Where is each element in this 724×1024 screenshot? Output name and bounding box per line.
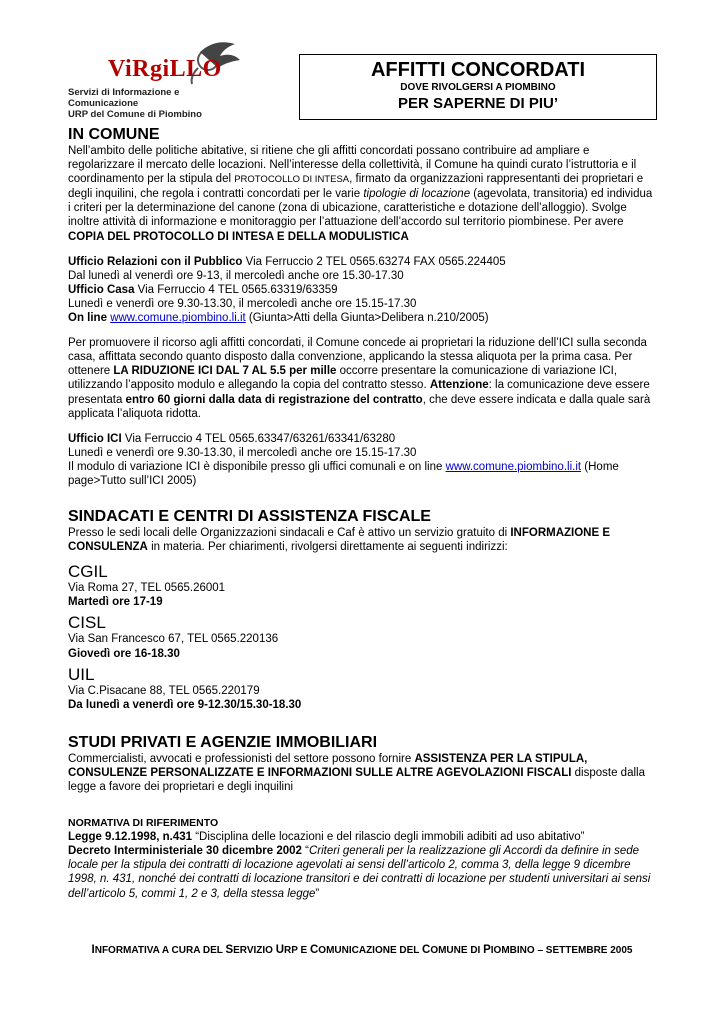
ici-website-link[interactable]: www.comune.piombino.li.it (445, 460, 582, 473)
text-run: RP E (284, 945, 310, 956)
casa-office-hours: Lunedì e venerdì ore 9.30-13.30, il mercoledì anche ore 15.15-17.30 (68, 297, 417, 310)
union-name: CISL (68, 613, 106, 633)
union-hours (68, 595, 658, 609)
ici-office-name: Ufficio ICI (68, 432, 122, 445)
union-hours-text: Giovedì ore 16-18.30 (68, 647, 180, 660)
text-run: ERVIZIO (233, 945, 276, 956)
text-run: IOMBINO – SETTEMBRE 2005 (490, 945, 633, 956)
text-run: C (309, 944, 319, 956)
document-page (68, 38, 658, 901)
protocollo-copy-emphasis: COPIA DEL PROTOCOLLO DI INTESA E DELLA MODULISTICA (68, 230, 409, 243)
text-run: , che deve essere indicata e dalla quale sarà applicata l’aliquota ridotta. (68, 393, 651, 420)
virgilio-logo (68, 38, 248, 118)
online-line (68, 311, 658, 325)
footer-credit (0, 944, 724, 956)
deadline-emphasis: entro 60 giorni dalla data di registrazione del contratto (125, 393, 423, 406)
document-subtitle: DOVE RIVOLGERSI A PIOMBINO (400, 82, 556, 93)
sindacati-intro (68, 526, 658, 554)
text-run: P (483, 944, 491, 956)
decreto-reference: Decreto Interministeriale 30 dicembre 2002 (68, 845, 302, 858)
text-run: Presso le sedi locali delle Organizzazioni sindacali e Caf è attivo un servizio gratuito di (68, 527, 511, 540)
consulenza-emphasis: INFORMAZIONE E CONSULENZA (68, 527, 611, 554)
assistenza-emphasis: ASSISTENZA PER LA STIPULA, CONSULENZE PERSONALIZZATE E INFORMAZIONI SULLE ALTRE AGEVOLAZIONI FISCALI (68, 752, 588, 779)
text-run: , firmato da organizzazioni rappresentanti dei proprietari e degli inquilini, che regola i contratti concordati per le varie (68, 173, 644, 201)
union-address: Via C.Pisacane 88, TEL 0565.220179 (68, 684, 260, 697)
comune-paragraph-2 (68, 336, 658, 421)
union-name: UIL (68, 664, 95, 684)
urp-office-line (68, 255, 658, 269)
logo-subtitle-line-1: Servizi di Informazione e Comunicazione (68, 87, 180, 109)
decreto-title: Criteri generali per la realizzazione gli Accordi da definire in sede locale per la stipula dei contratti di locazione agevolati ai sensi dell’articolo 2, comma 3, della legge 9 dicembre 1998, n. 431, nonché dei contratti di locazione transitori e dei contratti di locazione per studenti universitari ai sensi dell’articolo 5, commi 1, 2 e 3, della stessa legge (68, 845, 651, 900)
urp-office-address: Via Ferruccio 2 TEL 0565.63274 FAX 0565.224405 (242, 255, 506, 268)
ici-office-address: Via Ferruccio 4 TEL 0565.63347/63261/63341/63280 (121, 432, 396, 445)
legge-title: “Disciplina delle locazioni e del rilascio degli immobili adibiti ad uso abitativo” (192, 831, 585, 844)
ici-office-line (68, 432, 658, 446)
studi-paragraph (68, 752, 658, 794)
text-run: NFORMATIVA A CURA DEL (94, 945, 226, 956)
title-box (299, 54, 657, 120)
text-run: Commercialisti, avvocati e professionisti del settore possono fornire (68, 752, 415, 765)
section-heading-comune: IN COMUNE (68, 126, 160, 143)
comune-website-link[interactable]: www.comune.piombino.li.it (110, 312, 246, 325)
union-cgil (68, 562, 658, 609)
union-uil (68, 665, 658, 712)
online-label: On line (68, 312, 107, 325)
text-run: OMUNE DI (430, 945, 484, 956)
attention-label: Attenzione (429, 379, 489, 392)
quote-open: “ (301, 845, 309, 858)
legge-line (68, 830, 658, 844)
casa-office-line (68, 283, 658, 297)
union-hours (68, 647, 658, 661)
comune-paragraph-1 (68, 144, 658, 244)
urp-office-name: Ufficio Relazioni con il Pubblico (68, 255, 243, 268)
text-run: disposte dalla legge a favore dei proprietari e degli inquilini (68, 766, 645, 793)
union-cisl (68, 613, 658, 660)
decreto-line (68, 844, 658, 900)
text-run: C (422, 944, 431, 956)
text-run: Per promuovere il ricorso agli affitti concordati, il Comune concede ai proprietari la riduzione dell’ICI sulla seconda casa, affittata secondo quanto disposto dalla convenzione, applicando la stessa aliquota per la prima casa. Per ottenere (68, 337, 647, 378)
normativa-heading-text: NORMATIVA DI RIFERIMENTO (68, 817, 219, 830)
text-run: I (91, 944, 95, 956)
text-run: U (275, 944, 285, 956)
union-hours-text: Da lunedì a venerdì ore 9-12.30/15.30-18.30 (68, 698, 302, 711)
text-run: Nell’ambito delle politiche abitative, si ritiene che gli affitti concordati possano contribuire ad ampliare e regolarizzare il mercato delle locazioni. Nell’interesse della collettività, il Comune ha quindi curato l’istruttoria e il coordinamento per la stipula del (68, 145, 637, 186)
text-run: (Home page>Tutto sull’ICI 2005) (68, 460, 619, 487)
legge-reference: Legge 9.12.1998, n.431 (68, 831, 193, 844)
protocollo-term: PROTOCOLLO DI INTESA (234, 174, 350, 186)
text-run: : la comunicazione deve essere presentata (68, 379, 650, 406)
ici-module-line (68, 460, 658, 488)
page-header (68, 38, 658, 126)
logo-wordmark: ViRgiLLO (108, 56, 222, 82)
ici-office-hours: Lunedì e venerdì ore 9.30-13.30, il mercoledì anche ore 15.15-17.30 (68, 446, 417, 459)
text-run: (agevolata, transitoria) ed individua i criteri per la determinazione del canone (zona di ubicazione, caratteristiche e dotazione dell’alloggio). Svolge inoltre attività di informazione e monitoraggio per l’attuazione dell’accordo sul territorio piombinese. Per avere (68, 188, 653, 229)
normativa-heading (68, 816, 658, 830)
casa-office-name: Ufficio Casa (68, 283, 135, 296)
text-run: occorre presentare la comunicazione di variazione ICI, utilizzando l’apposito modulo e allegando la copia del contratto stesso. (68, 365, 618, 392)
logo-subtitle-line-2: URP del Comune di Piombino (68, 109, 202, 120)
union-address: Via San Francesco 67, TEL 0565.220136 (68, 633, 279, 646)
document-title: AFFITTI CONCORDATI (370, 59, 586, 81)
text-run: Il modulo di variazione ICI è disponibile presso gli uffici comunali e on line (68, 460, 446, 473)
text-run: S (225, 944, 234, 956)
text-run: OMUNICAZIONE DEL (318, 945, 423, 956)
logo-subtitle (68, 87, 248, 120)
union-hours (68, 698, 658, 712)
section-heading-studi: STUDI PRIVATI E AGENZIE IMMOBILIARI (68, 733, 378, 751)
document-subtitle-2: PER SAPERNE DI PIU’ (397, 95, 559, 112)
online-path: (Giunta>Atti della Giunta>Delibera n.210/2005) (245, 312, 489, 325)
union-address: Via Roma 27, TEL 0565.26001 (68, 582, 226, 595)
union-hours-text: Martedì ore 17-19 (68, 596, 163, 609)
text-run: in materia. Per chiarimenti, rivolgersi direttamente ai seguenti indirizzi: (147, 541, 508, 554)
quote-close: ” (315, 887, 320, 900)
section-heading-sindacati: SINDACATI E CENTRI DI ASSISTENZA FISCALE (68, 508, 431, 526)
casa-office-address: Via Ferruccio 4 TEL 0565.63319/63359 (134, 283, 338, 296)
ici-reduction-emphasis: LA RIDUZIONE ICI DAL 7 AL 5.5 per mille (113, 365, 337, 378)
union-name: CGIL (68, 562, 108, 582)
tipologie-term: tipologie di locazione (363, 188, 471, 201)
urp-office-hours: Dal lunedì al venerdì ore 9-13, il mercoledì anche ore 15.30-17.30 (68, 269, 404, 282)
